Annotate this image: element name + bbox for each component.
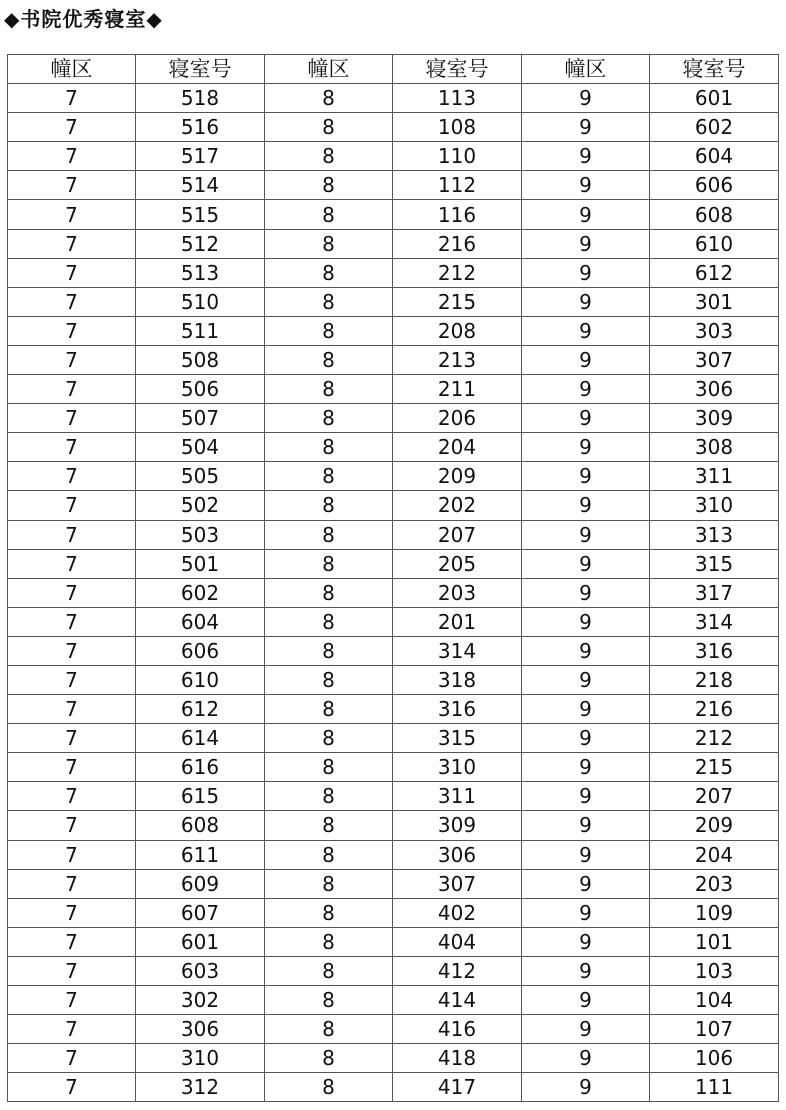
building-cell: 7 [8, 433, 136, 462]
building-cell: 8 [265, 142, 393, 171]
dorm-table [7, 54, 779, 1102]
building-cell: 7 [8, 753, 136, 782]
building-cell: 8 [265, 84, 393, 113]
building-cell: 7 [8, 200, 136, 229]
room-cell: 608 [136, 811, 265, 840]
dorm-table-container [7, 54, 779, 1102]
room-cell: 612 [650, 258, 779, 287]
building-cell: 9 [522, 491, 650, 520]
room-cell: 113 [393, 84, 522, 113]
room-cell: 317 [650, 578, 779, 607]
room-cell: 204 [393, 433, 522, 462]
column-header-building: 幢区 [522, 55, 650, 84]
table-row [8, 491, 779, 520]
room-cell: 604 [650, 142, 779, 171]
room-cell: 314 [650, 607, 779, 636]
building-cell: 8 [265, 171, 393, 200]
room-cell: 607 [136, 898, 265, 927]
building-cell: 8 [265, 724, 393, 753]
room-cell: 518 [136, 84, 265, 113]
room-cell: 508 [136, 345, 265, 374]
room-cell: 311 [650, 462, 779, 491]
building-cell: 8 [265, 869, 393, 898]
room-cell: 309 [650, 404, 779, 433]
room-cell: 116 [393, 200, 522, 229]
building-cell: 7 [8, 113, 136, 142]
table-row [8, 753, 779, 782]
room-cell: 211 [393, 375, 522, 404]
building-cell: 7 [8, 142, 136, 171]
room-cell: 416 [393, 1015, 522, 1044]
table-row [8, 229, 779, 258]
table-row [8, 695, 779, 724]
room-cell: 504 [136, 433, 265, 462]
room-cell: 213 [393, 345, 522, 374]
room-cell: 308 [650, 433, 779, 462]
building-cell: 9 [522, 607, 650, 636]
building-cell: 7 [8, 956, 136, 985]
room-cell: 516 [136, 113, 265, 142]
room-cell: 107 [650, 1015, 779, 1044]
building-cell: 9 [522, 782, 650, 811]
room-cell: 314 [393, 636, 522, 665]
room-cell: 507 [136, 404, 265, 433]
building-cell: 8 [265, 462, 393, 491]
table-row [8, 782, 779, 811]
building-cell: 7 [8, 782, 136, 811]
column-header-building: 幢区 [265, 55, 393, 84]
header-row [8, 55, 779, 84]
room-cell: 601 [136, 927, 265, 956]
column-header-room: 寝室号 [650, 55, 779, 84]
table-row [8, 404, 779, 433]
room-cell: 209 [650, 811, 779, 840]
room-cell: 501 [136, 549, 265, 578]
room-cell: 202 [393, 491, 522, 520]
room-cell: 315 [650, 549, 779, 578]
table-row [8, 811, 779, 840]
building-cell: 9 [522, 462, 650, 491]
room-cell: 614 [136, 724, 265, 753]
table-row [8, 84, 779, 113]
room-cell: 313 [650, 520, 779, 549]
table-row [8, 200, 779, 229]
building-cell: 8 [265, 1015, 393, 1044]
table-row [8, 316, 779, 345]
building-cell: 7 [8, 549, 136, 578]
building-cell: 8 [265, 345, 393, 374]
room-cell: 101 [650, 927, 779, 956]
room-cell: 212 [650, 724, 779, 753]
building-cell: 9 [522, 113, 650, 142]
building-cell: 9 [522, 636, 650, 665]
table-row [8, 433, 779, 462]
building-cell: 8 [265, 753, 393, 782]
column-header-room: 寝室号 [393, 55, 522, 84]
column-header-building: 幢区 [8, 55, 136, 84]
table-row [8, 1015, 779, 1044]
room-cell: 315 [393, 724, 522, 753]
building-cell: 8 [265, 375, 393, 404]
building-cell: 7 [8, 1073, 136, 1102]
building-cell: 9 [522, 520, 650, 549]
building-cell: 8 [265, 433, 393, 462]
room-cell: 316 [650, 636, 779, 665]
building-cell: 8 [265, 811, 393, 840]
table-row [8, 986, 779, 1015]
building-cell: 7 [8, 345, 136, 374]
building-cell: 8 [265, 113, 393, 142]
table-row [8, 375, 779, 404]
building-cell: 9 [522, 375, 650, 404]
room-cell: 612 [136, 695, 265, 724]
room-cell: 604 [136, 607, 265, 636]
room-cell: 611 [136, 840, 265, 869]
room-cell: 103 [650, 956, 779, 985]
table-row [8, 142, 779, 171]
building-cell: 9 [522, 986, 650, 1015]
building-cell: 9 [522, 1073, 650, 1102]
room-cell: 610 [136, 665, 265, 694]
room-cell: 402 [393, 898, 522, 927]
room-cell: 601 [650, 84, 779, 113]
building-cell: 7 [8, 84, 136, 113]
building-cell: 8 [265, 316, 393, 345]
building-cell: 9 [522, 724, 650, 753]
table-row [8, 258, 779, 287]
table-row [8, 607, 779, 636]
building-cell: 9 [522, 956, 650, 985]
room-cell: 513 [136, 258, 265, 287]
building-cell: 9 [522, 1044, 650, 1073]
building-cell: 8 [265, 986, 393, 1015]
building-cell: 8 [265, 782, 393, 811]
room-cell: 514 [136, 171, 265, 200]
room-cell: 203 [393, 578, 522, 607]
room-cell: 404 [393, 927, 522, 956]
room-cell: 302 [136, 986, 265, 1015]
building-cell: 8 [265, 200, 393, 229]
room-cell: 412 [393, 956, 522, 985]
room-cell: 307 [393, 869, 522, 898]
table-row [8, 840, 779, 869]
room-cell: 201 [393, 607, 522, 636]
building-cell: 8 [265, 404, 393, 433]
room-cell: 311 [393, 782, 522, 811]
building-cell: 9 [522, 695, 650, 724]
room-cell: 109 [650, 898, 779, 927]
building-cell: 8 [265, 287, 393, 316]
table-header [8, 55, 779, 84]
building-cell: 7 [8, 287, 136, 316]
table-row [8, 665, 779, 694]
room-cell: 609 [136, 869, 265, 898]
building-cell: 7 [8, 607, 136, 636]
building-cell: 9 [522, 404, 650, 433]
room-cell: 615 [136, 782, 265, 811]
building-cell: 7 [8, 869, 136, 898]
room-cell: 306 [650, 375, 779, 404]
room-cell: 306 [136, 1015, 265, 1044]
room-cell: 503 [136, 520, 265, 549]
building-cell: 7 [8, 927, 136, 956]
table-row [8, 1044, 779, 1073]
room-cell: 606 [650, 171, 779, 200]
room-cell: 417 [393, 1073, 522, 1102]
table-row [8, 724, 779, 753]
building-cell: 9 [522, 1015, 650, 1044]
table-row [8, 927, 779, 956]
room-cell: 203 [650, 869, 779, 898]
building-cell: 8 [265, 549, 393, 578]
table-row [8, 636, 779, 665]
table-row [8, 956, 779, 985]
building-cell: 7 [8, 898, 136, 927]
table-row [8, 578, 779, 607]
building-cell: 9 [522, 142, 650, 171]
room-cell: 108 [393, 113, 522, 142]
room-cell: 603 [136, 956, 265, 985]
room-cell: 506 [136, 375, 265, 404]
building-cell: 9 [522, 229, 650, 258]
room-cell: 205 [393, 549, 522, 578]
building-cell: 9 [522, 258, 650, 287]
room-cell: 318 [393, 665, 522, 694]
room-cell: 502 [136, 491, 265, 520]
building-cell: 8 [265, 491, 393, 520]
room-cell: 204 [650, 840, 779, 869]
room-cell: 418 [393, 1044, 522, 1073]
room-cell: 215 [393, 287, 522, 316]
room-cell: 212 [393, 258, 522, 287]
room-cell: 610 [650, 229, 779, 258]
building-cell: 7 [8, 171, 136, 200]
building-cell: 8 [265, 229, 393, 258]
building-cell: 9 [522, 316, 650, 345]
building-cell: 7 [8, 462, 136, 491]
room-cell: 307 [650, 345, 779, 374]
room-cell: 207 [393, 520, 522, 549]
building-cell: 7 [8, 1044, 136, 1073]
room-cell: 511 [136, 316, 265, 345]
room-cell: 602 [650, 113, 779, 142]
table-row [8, 869, 779, 898]
room-cell: 206 [393, 404, 522, 433]
building-cell: 9 [522, 927, 650, 956]
room-cell: 602 [136, 578, 265, 607]
building-cell: 8 [265, 258, 393, 287]
building-cell: 8 [265, 636, 393, 665]
building-cell: 7 [8, 491, 136, 520]
table-body [8, 84, 779, 1102]
room-cell: 306 [393, 840, 522, 869]
table-row [8, 345, 779, 374]
building-cell: 7 [8, 229, 136, 258]
room-cell: 207 [650, 782, 779, 811]
table-row [8, 1073, 779, 1102]
building-cell: 7 [8, 636, 136, 665]
building-cell: 8 [265, 1044, 393, 1073]
room-cell: 106 [650, 1044, 779, 1073]
building-cell: 8 [265, 665, 393, 694]
building-cell: 7 [8, 258, 136, 287]
table-row [8, 898, 779, 927]
building-cell: 9 [522, 287, 650, 316]
column-header-room: 寝室号 [136, 55, 265, 84]
room-cell: 505 [136, 462, 265, 491]
building-cell: 8 [265, 1073, 393, 1102]
building-cell: 7 [8, 404, 136, 433]
room-cell: 216 [650, 695, 779, 724]
room-cell: 608 [650, 200, 779, 229]
building-cell: 8 [265, 578, 393, 607]
room-cell: 209 [393, 462, 522, 491]
room-cell: 309 [393, 811, 522, 840]
room-cell: 104 [650, 986, 779, 1015]
building-cell: 8 [265, 520, 393, 549]
room-cell: 616 [136, 753, 265, 782]
room-cell: 111 [650, 1073, 779, 1102]
building-cell: 9 [522, 84, 650, 113]
room-cell: 310 [650, 491, 779, 520]
room-cell: 215 [650, 753, 779, 782]
building-cell: 9 [522, 665, 650, 694]
room-cell: 606 [136, 636, 265, 665]
building-cell: 9 [522, 549, 650, 578]
room-cell: 110 [393, 142, 522, 171]
table-row [8, 462, 779, 491]
room-cell: 303 [650, 316, 779, 345]
page-title: ◆书院优秀寝室◆ [4, 7, 163, 31]
room-cell: 510 [136, 287, 265, 316]
building-cell: 7 [8, 1015, 136, 1044]
room-cell: 517 [136, 142, 265, 171]
room-cell: 310 [136, 1044, 265, 1073]
room-cell: 208 [393, 316, 522, 345]
building-cell: 8 [265, 695, 393, 724]
room-cell: 512 [136, 229, 265, 258]
room-cell: 414 [393, 986, 522, 1015]
building-cell: 7 [8, 665, 136, 694]
building-cell: 7 [8, 375, 136, 404]
building-cell: 9 [522, 869, 650, 898]
building-cell: 8 [265, 840, 393, 869]
building-cell: 9 [522, 200, 650, 229]
building-cell: 9 [522, 753, 650, 782]
building-cell: 7 [8, 811, 136, 840]
room-cell: 316 [393, 695, 522, 724]
room-cell: 218 [650, 665, 779, 694]
building-cell: 9 [522, 840, 650, 869]
room-cell: 310 [393, 753, 522, 782]
building-cell: 9 [522, 171, 650, 200]
table-row [8, 287, 779, 316]
building-cell: 7 [8, 840, 136, 869]
building-cell: 9 [522, 898, 650, 927]
building-cell: 9 [522, 578, 650, 607]
building-cell: 8 [265, 607, 393, 636]
building-cell: 7 [8, 695, 136, 724]
building-cell: 8 [265, 956, 393, 985]
room-cell: 515 [136, 200, 265, 229]
building-cell: 7 [8, 316, 136, 345]
room-cell: 216 [393, 229, 522, 258]
room-cell: 312 [136, 1073, 265, 1102]
table-row [8, 171, 779, 200]
table-row [8, 113, 779, 142]
room-cell: 301 [650, 287, 779, 316]
building-cell: 8 [265, 927, 393, 956]
building-cell: 9 [522, 433, 650, 462]
building-cell: 7 [8, 578, 136, 607]
building-cell: 9 [522, 345, 650, 374]
building-cell: 7 [8, 724, 136, 753]
table-row [8, 520, 779, 549]
building-cell: 8 [265, 898, 393, 927]
table-row [8, 549, 779, 578]
building-cell: 9 [522, 811, 650, 840]
building-cell: 7 [8, 986, 136, 1015]
room-cell: 112 [393, 171, 522, 200]
building-cell: 7 [8, 520, 136, 549]
